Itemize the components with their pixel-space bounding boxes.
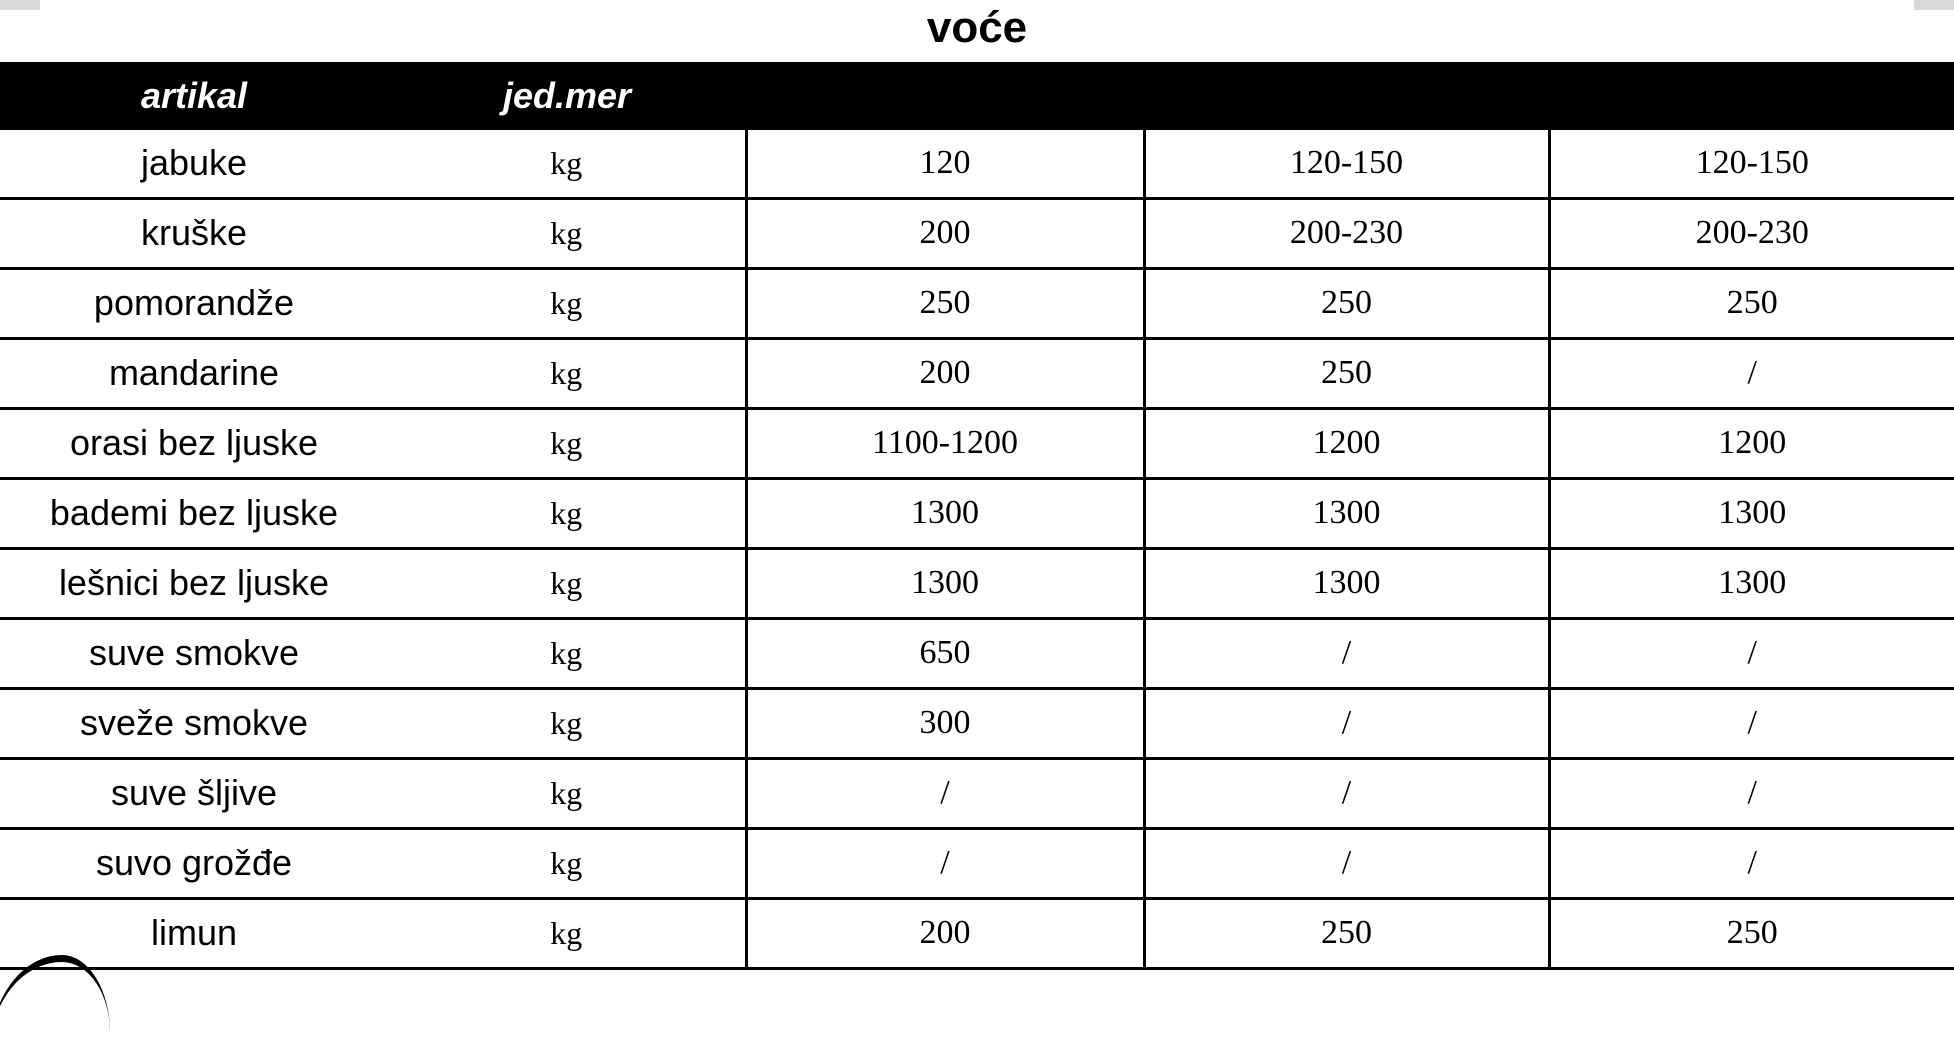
table-row <box>0 898 1954 968</box>
cell-price-1: 1100-1200 <box>746 408 1144 478</box>
table-row <box>0 478 1954 548</box>
price-table-container <box>0 62 1954 970</box>
cell-unit: kg <box>388 408 746 478</box>
cell-price-1: 300 <box>746 688 1144 758</box>
cell-article: lešnici bez ljuske <box>0 548 388 618</box>
cell-price-1: / <box>746 828 1144 898</box>
table-row <box>0 548 1954 618</box>
cell-price-2: / <box>1144 688 1549 758</box>
cell-price-3: 1300 <box>1549 548 1954 618</box>
cell-price-2: 250 <box>1144 338 1549 408</box>
column-header-unit: jed.mer <box>388 64 746 128</box>
table-body <box>0 128 1954 968</box>
cell-article: sveže smokve <box>0 688 388 758</box>
cell-article: suve smokve <box>0 618 388 688</box>
cell-price-2: 120-150 <box>1144 128 1549 198</box>
cell-price-1: 1300 <box>746 478 1144 548</box>
cell-article: bademi bez ljuske <box>0 478 388 548</box>
cell-price-3: / <box>1549 828 1954 898</box>
cell-price-1: 200 <box>746 898 1144 968</box>
column-header-article: artikal <box>0 64 388 128</box>
table-row <box>0 268 1954 338</box>
cell-price-2: / <box>1144 618 1549 688</box>
cell-price-3: / <box>1549 688 1954 758</box>
cell-article: mandarine <box>0 338 388 408</box>
column-header-price-3 <box>1549 64 1954 128</box>
cell-unit: kg <box>388 548 746 618</box>
table-header <box>0 64 1954 128</box>
cell-price-3: 1300 <box>1549 478 1954 548</box>
cell-unit: kg <box>388 828 746 898</box>
cell-article: suve šljive <box>0 758 388 828</box>
cell-unit: kg <box>388 128 746 198</box>
table-row <box>0 338 1954 408</box>
cell-price-3: 120-150 <box>1549 128 1954 198</box>
cell-unit: kg <box>388 758 746 828</box>
cell-article: orasi bez ljuske <box>0 408 388 478</box>
cell-price-2: 250 <box>1144 268 1549 338</box>
cell-price-2: / <box>1144 828 1549 898</box>
cell-price-3: / <box>1549 618 1954 688</box>
cell-article: pomorandže <box>0 268 388 338</box>
cell-unit: kg <box>388 688 746 758</box>
cell-unit: kg <box>388 338 746 408</box>
cell-price-3: 250 <box>1549 268 1954 338</box>
table-header-row <box>0 64 1954 128</box>
table-row <box>0 618 1954 688</box>
cell-price-2: 250 <box>1144 898 1549 968</box>
table-row <box>0 198 1954 268</box>
cell-article: jabuke <box>0 128 388 198</box>
page-title: voće <box>926 3 1028 52</box>
cell-price-3: / <box>1549 758 1954 828</box>
page-curl-decoration <box>0 955 110 1052</box>
column-header-price-2 <box>1144 64 1549 128</box>
table-row <box>0 688 1954 758</box>
cell-price-1: / <box>746 758 1144 828</box>
cell-unit: kg <box>388 268 746 338</box>
table-row <box>0 128 1954 198</box>
cell-unit: kg <box>388 478 746 548</box>
cell-price-1: 120 <box>746 128 1144 198</box>
cell-article: limun <box>0 898 388 968</box>
cell-article: kruške <box>0 198 388 268</box>
cell-price-1: 650 <box>746 618 1144 688</box>
cell-price-3: 250 <box>1549 898 1954 968</box>
cell-price-2: 1300 <box>1144 548 1549 618</box>
cell-unit: kg <box>388 198 746 268</box>
column-header-price-1 <box>746 64 1144 128</box>
cell-price-3: / <box>1549 338 1954 408</box>
cell-price-3: 1200 <box>1549 408 1954 478</box>
cell-price-1: 200 <box>746 338 1144 408</box>
price-table <box>0 62 1954 970</box>
cell-price-2: 200-230 <box>1144 198 1549 268</box>
table-row <box>0 758 1954 828</box>
table-row <box>0 828 1954 898</box>
cell-unit: kg <box>388 898 746 968</box>
cell-price-1: 200 <box>746 198 1144 268</box>
cell-price-2: 1300 <box>1144 478 1549 548</box>
table-row <box>0 408 1954 478</box>
cell-price-1: 1300 <box>746 548 1144 618</box>
cell-price-2: / <box>1144 758 1549 828</box>
cell-article: suvo grožđe <box>0 828 388 898</box>
cell-price-1: 250 <box>746 268 1144 338</box>
cell-unit: kg <box>388 618 746 688</box>
cell-price-3: 200-230 <box>1549 198 1954 268</box>
cell-price-2: 1200 <box>1144 408 1549 478</box>
